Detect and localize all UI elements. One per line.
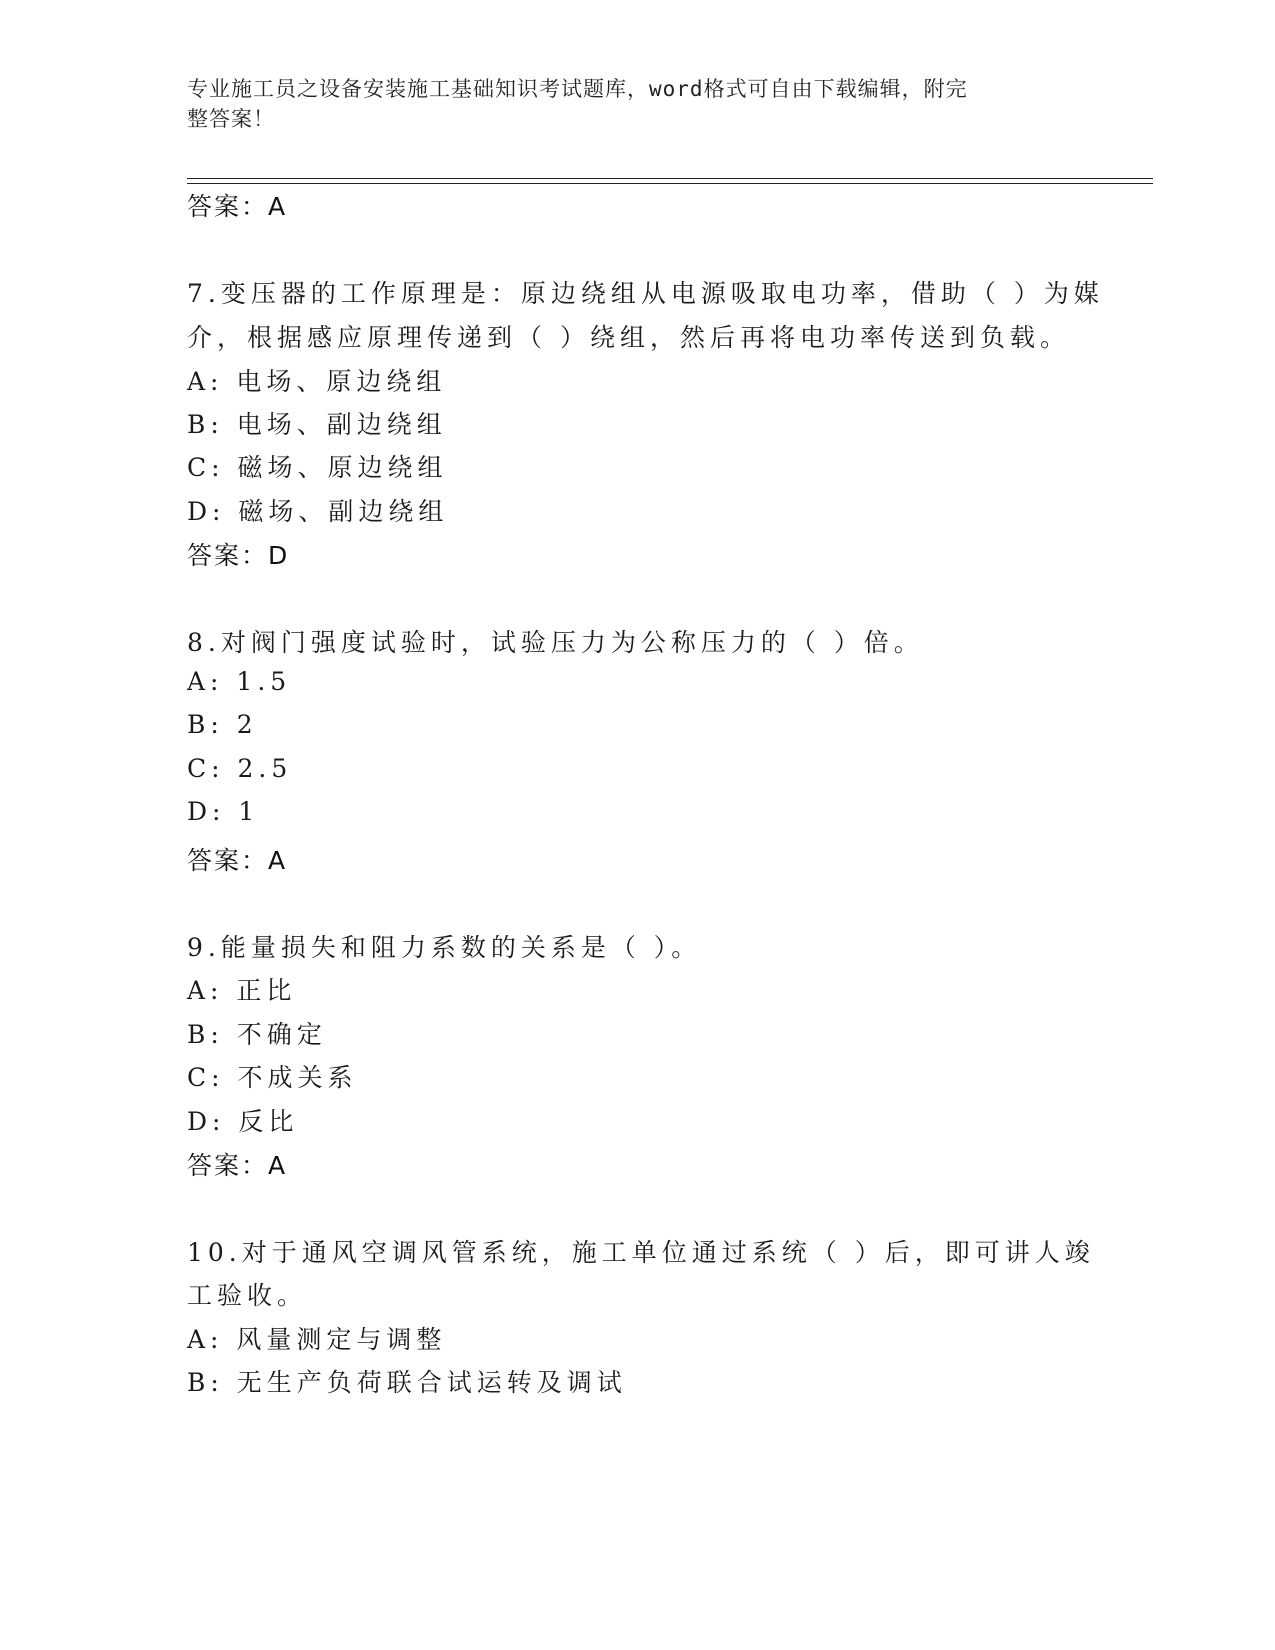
- question-7-answer: 答案：D: [187, 541, 290, 570]
- question-9-stem: 9.能量损失和阻力系数的关系是（ ）。: [187, 933, 702, 962]
- question-10-option-a: A: 风量测定与调整: [187, 1325, 447, 1354]
- question-8-answer: 答案：A: [187, 846, 288, 875]
- question-10-stem-line-2: 工验收。: [187, 1281, 308, 1310]
- question-8-option-a: A: 1.5: [187, 667, 292, 696]
- header-divider-bottom: [187, 183, 1153, 184]
- question-8-option-b: B: 2: [187, 710, 258, 739]
- question-7-option-c: C: 磁场、原边绕组: [187, 453, 448, 482]
- question-7-stem-line-1: 7.变压器的工作原理是：原边绕组从电源吸取电功率，借助（ ）为媒: [187, 279, 1104, 308]
- question-7-option-b: B: 电场、副边绕组: [187, 410, 447, 439]
- question-10-stem-line-1: 10.对于通风空调风管系统，施工单位通过系统（ ）后，即可讲人竣: [187, 1238, 1095, 1267]
- question-9-option-c: C: 不成关系: [187, 1063, 358, 1092]
- question-9-option-d: D: 反比: [187, 1107, 299, 1136]
- header-divider-top: [187, 178, 1153, 179]
- answer-line: 答案：A: [187, 192, 288, 221]
- question-8-stem: 8.对阀门强度试验时，试验压力为公称压力的（ ）倍。: [187, 628, 924, 657]
- header-line-2: 整答案！: [187, 107, 275, 131]
- question-9-option-a: A: 正比: [187, 976, 297, 1005]
- question-10-option-b: B: 无生产负荷联合试运转及调试: [187, 1368, 627, 1397]
- question-9-option-b: B: 不确定: [187, 1020, 327, 1049]
- question-8-option-d: D: 1: [187, 797, 260, 826]
- question-8-option-c: C: 2.5: [187, 754, 293, 783]
- header-line-1: 专业施工员之设备安装施工基础知识考试题库，word格式可自由下载编辑，附完: [187, 77, 968, 101]
- question-7-option-a: A: 电场、原边绕组: [187, 367, 447, 396]
- question-7-option-d: D: 磁场、副边绕组: [187, 497, 449, 526]
- question-9-answer: 答案：A: [187, 1151, 288, 1180]
- document-header: [187, 74, 1067, 134]
- question-7-stem-line-2: 介，根据感应原理传递到（ ）绕组，然后再将电功率传送到负载。: [187, 323, 1070, 352]
